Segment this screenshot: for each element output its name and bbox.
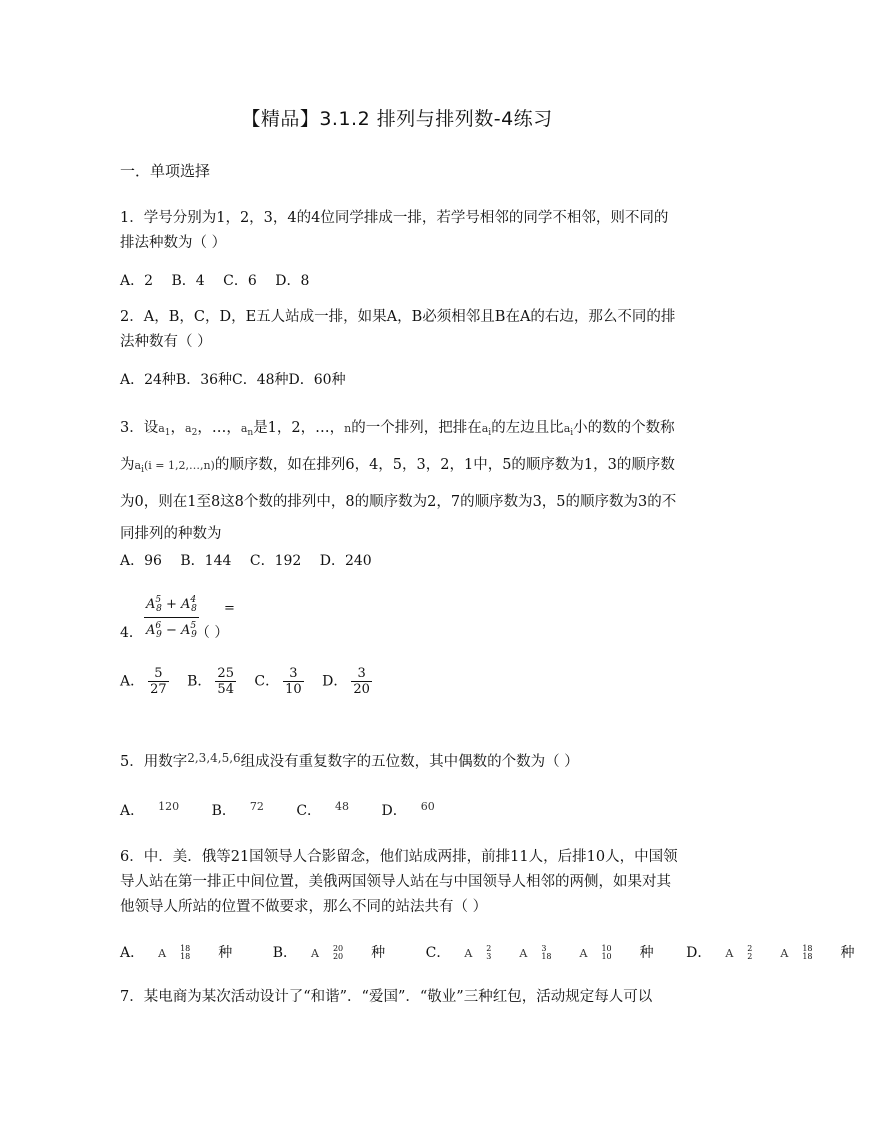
question-6: 6．中．美．俄等21国领导人合影留念，他们站成两排，前排11人，后排10人，中国领导人站在第一排正中间位置，美俄两国领导人站在与中国领导人相邻的两侧，如果对其他领导人所站的位置不做要求，那么不同的站法共有（ ） — [120, 849, 678, 915]
question-2-options: A．24种B．36种C．48种D．60种 — [120, 372, 346, 388]
section-heading: 一．单项选择 — [120, 162, 211, 180]
option-d: D． $^{60}$ — [381, 800, 435, 819]
option-a: A．96 — [120, 553, 162, 569]
option-b: B． $\frac{25}{54}$ — [187, 666, 234, 697]
page-title: 【精品】3.1.2 排列与排列数-4练习 — [241, 108, 553, 130]
option-a: A． $\frac{5}{27}$ — [120, 666, 167, 697]
option-a: A． $^{120}$ — [120, 800, 180, 819]
question-3: 3．设$a_1$，$a_2$，…，$a_n$是1，2，…，n的一个排列，把排在$a_i$的左边且比$a_i$小的数的个数称 为$a_i(i$ = 1,2,…,n)的顺序数，如在排列6，4，5，3，2，1中，5的顺序数为1，3的顺序数为0，则在1至8这8个数的排列中，8的顺序数为2，7的顺序数为3，5的顺序数为3的不同排列的种数为 — [120, 420, 677, 542]
question-1: 1．学号分别为1，2，3，4的4位同学排成一排，若学号相邻的同学不相邻，则不同的排法种数为（ ） — [120, 210, 669, 251]
option-c: C． $\frac{3}{10}$ — [254, 666, 302, 697]
question-3-options — [120, 550, 386, 570]
option-a: A． A 18 18 种 — [120, 944, 233, 961]
question-5-options — [120, 800, 463, 820]
option-d: D． $\frac{3}{20}$ — [322, 666, 370, 697]
option-c: C． $^{48}$ — [296, 800, 350, 819]
question-6-options — [120, 942, 883, 962]
question-4-expression: $A^5_8 + A^4_8$ $A^6_9 - A^5_9$ = — [144, 592, 199, 643]
option-c: C．192 — [249, 553, 302, 569]
option-b: B．144 — [180, 553, 232, 569]
option-c: C．6 — [223, 273, 257, 289]
option-d: D．8 — [275, 273, 310, 289]
option-b: B． A 20 20 种 — [272, 944, 386, 961]
option-d: D．240 — [319, 553, 372, 569]
question-2: 2．A，B，C，D，E五人站成一排，如果A，B必须相邻且B在A的右边，那么不同的排法种数有（ ） — [120, 309, 676, 350]
option-d: D． A 2 2 A 18 18 种 — [686, 944, 855, 961]
option-c: C． A 2 3 A 3 18 A 10 10 种 — [425, 944, 654, 961]
option-b: B． $^{72}$ — [211, 800, 264, 819]
document-page: 【精品】3.1.2 排列与排列数-4练习 一．单项选择 1．学号分别为1，2，3，4的4位同学排成一排，若学号相邻的同学不相邻，则不同的排法种数为（ ） A．2 B．4 C．6 D．8 2．A，B，C，D，E五人站成一排，如果A，B必须相邻且B在A的右边，那么不同的排法种数有（ ） A．24种B．36种C．48种D．60种 3．设$a_1$，$a_2$，…，$a_n$是1，2，…，n的一个排列，把排在$a_i$的左边且比$a_i$小的数的个数称 为$a_i(i$ = 1,2,…,n)的顺序数，如在排列6，4，5，3，2，1中，5的顺序数为1，3的顺序数为0，则在1至8这8个数的排列中，8的顺序数为2，7的顺序数为3，5的顺序数为3的不同排列的种数为 A．96 B．144 C．192 D．240 $A^5_8 + A^4_8$ $A^6_9 - A^5_9$ = 4． （ ） A． $\frac{5}{27}$ B． $\frac{25}{54}$ C． $\frac{3}{10}$ D． $\frac{3}{20}$ 5．用数字$^{2,3,4,5,6}$组成没有重复数字的五位数，其中偶数的个数为（ ） A． $^{120}$ B． $^{72}$ C． $^{48}$ D． $^{60}$ 6．中．美．俄等21国领导人合影留念，他们站成两排，前排11人，后排10人，中国领导人站在第一排正中间位置，美俄两国领导人站在与中国领导人相邻的两侧，如果对其他领导人所站的位置不做要求，那么不同的站法共有（ ） A． A 18 18 种 B． A 20 20 种 C． A 2 3 A 3 18 A 10 10 种 D． A 2 2 A 18 18 种 7．某电商为某次活动设计了“和谐”．“爱国”．“敬业”三种红包，活动规定每人可以 — [0, 0, 794, 1123]
option-a: A．2 — [120, 273, 154, 289]
question-1-options — [120, 270, 323, 290]
question-7: 7．某电商为某次活动设计了“和谐”．“爱国”．“敬业”三种红包，活动规定每人可以 — [120, 989, 653, 1005]
question-5: 5．用数字$^{2,3,4,5,6}$组成没有重复数字的五位数，其中偶数的个数为（ ） — [120, 751, 579, 770]
option-b: B．4 — [171, 273, 205, 289]
question-4-options — [120, 666, 386, 697]
